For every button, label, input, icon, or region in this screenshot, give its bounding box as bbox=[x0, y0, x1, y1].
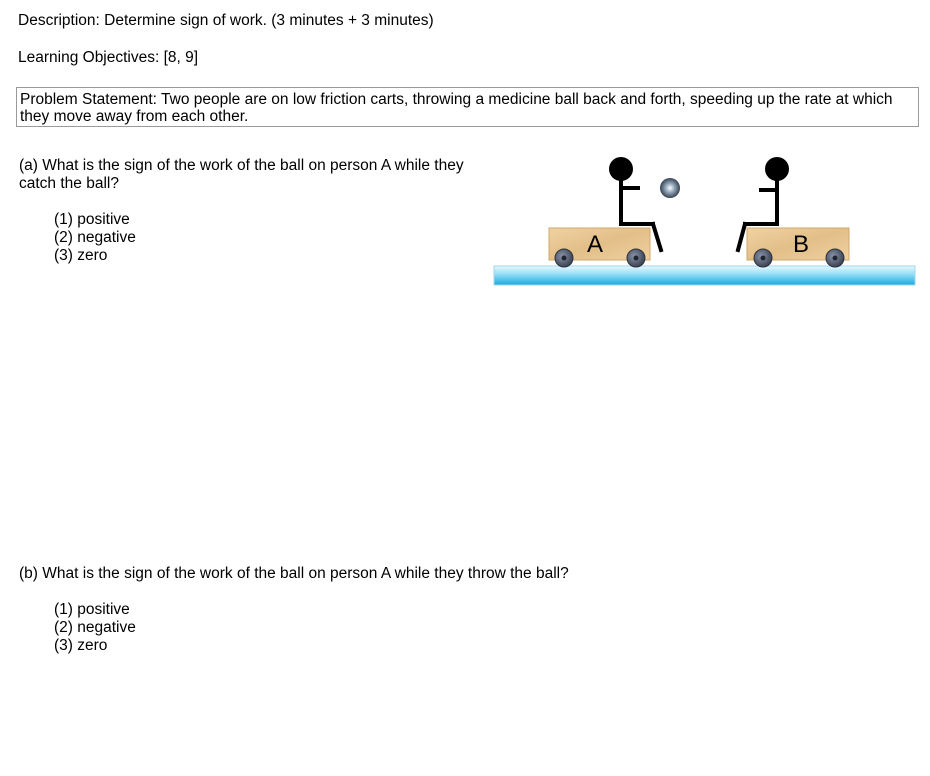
question-b bbox=[19, 565, 719, 583]
question-b-text: What is the sign of the work of the ball on person A while they throw the ball? bbox=[42, 565, 569, 582]
problem-label: Problem Statement: bbox=[20, 91, 157, 108]
problem-statement-box bbox=[16, 87, 919, 127]
cart-a-label: A bbox=[586, 231, 604, 258]
objectives-label: Learning Objectives: bbox=[18, 49, 160, 66]
description-text: Determine sign of work. (3 minutes + 3 minutes) bbox=[104, 12, 434, 29]
question-a-text: What is the sign of the work of the ball on person A while they catch the ball? bbox=[19, 157, 464, 192]
track bbox=[494, 266, 915, 285]
options-b bbox=[54, 601, 136, 655]
carts-figure bbox=[490, 150, 920, 290]
options-a bbox=[54, 211, 136, 265]
cart-a bbox=[549, 228, 650, 267]
description-label: Description: bbox=[18, 12, 100, 29]
description-line bbox=[18, 12, 434, 30]
cart-b bbox=[747, 228, 849, 267]
learning-objectives-line bbox=[18, 49, 198, 67]
medicine-ball-icon bbox=[660, 178, 680, 198]
cart-b-label: B bbox=[792, 231, 810, 258]
carts-diagram bbox=[490, 150, 920, 290]
problem-text: Two people are on low friction carts, throwing a medicine ball back and forth, speeding up the rate at which they move away from each other. bbox=[20, 91, 893, 125]
question-a-label: (a) bbox=[19, 157, 38, 174]
question-a bbox=[19, 157, 479, 193]
option-b-3: (3) zero bbox=[54, 637, 108, 654]
option-a-1: (1) positive bbox=[54, 211, 130, 228]
option-a-3: (3) zero bbox=[54, 247, 108, 264]
option-b-2: (2) negative bbox=[54, 619, 136, 636]
option-b-1: (1) positive bbox=[54, 601, 130, 618]
option-a-2: (2) negative bbox=[54, 229, 136, 246]
question-b-label: (b) bbox=[19, 565, 38, 582]
objectives-text: [8, 9] bbox=[163, 49, 199, 66]
